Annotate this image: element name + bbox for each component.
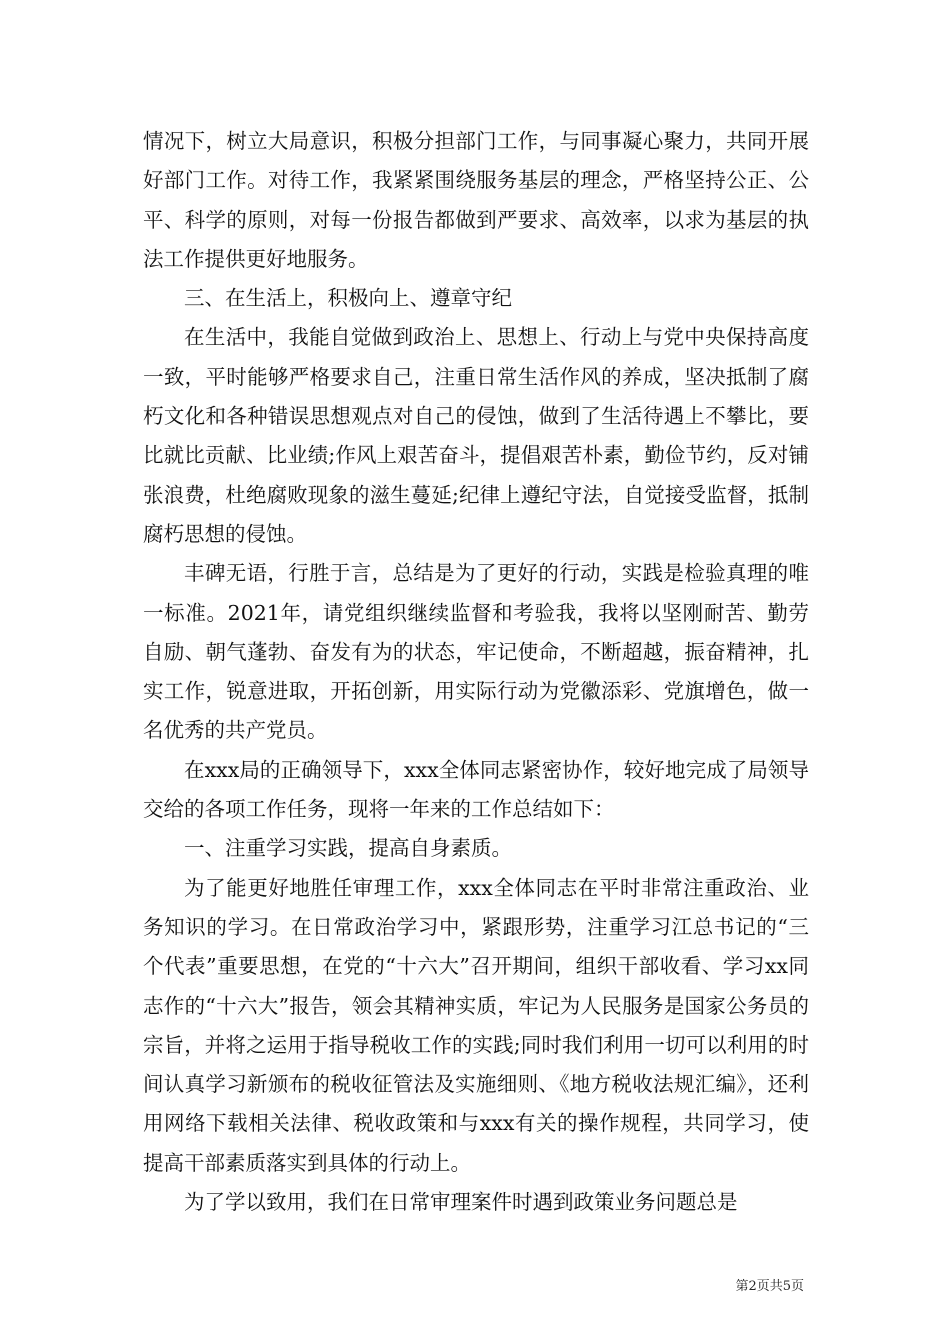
- section-heading-1: 一、注重学习实践，提高自身素质。: [184, 836, 512, 861]
- document-body: [143, 122, 809, 1222]
- paragraph-5: 在xxx局的正确领导下，xxx全体同志紧密协作，较好地完成了局领导交给的各项工作任务，现将一年来的工作总结如下：: [143, 757, 809, 822]
- section-heading-3: 三、在生活上，积极向上、遵章守纪: [184, 286, 512, 311]
- paragraph-3: 在生活中，我能自觉做到政治上、思想上、行动上与党中央保持高度一致，平时能够严格要求自己，注重日常生活作风的养成，坚决抵制了腐朽文化和各种错误思想观点对自己的侵蚀，做到了生活待遇上不攀比，要比就比贡献、比业绩;作风上艰苦奋斗，提倡艰苦朴素，勤俭节约，反对铺张浪费，杜绝腐败现象的滋生蔓延;纪律上遵纪守法，自觉接受监督，抵制腐朽思想的侵蚀。: [143, 325, 809, 546]
- paragraph-4: 丰碑无语，行胜于言，总结是为了更好的行动，实践是检验真理的唯一标准。2021年，请党组织继续监督和考验我，我将以坚刚耐苦、勤劳自励、朝气蓬勃、奋发有为的状态，牢记使命，不断超越，振奋精神，扎实工作，锐意进取，开拓创新，用实际行动为党徽添彩、党旗增色，做一名优秀的共产党员。: [143, 561, 809, 743]
- page-number: 第2页共5页: [735, 1279, 804, 1294]
- paragraph-1: 情况下，树立大局意识，积极分担部门工作，与同事凝心聚力，共同开展好部门工作。对待工作，我紧紧围绕服务基层的理念，严格坚持公正、公平、科学的原则，对每一份报告都做到严要求、高效率，以求为基层的执法工作提供更好地服务。: [143, 129, 809, 271]
- paragraph-8: 为了学以致用，我们在日常审理案件时遇到政策业务问题总是: [184, 1190, 738, 1215]
- paragraph-7: 为了能更好地胜任审理工作，xxx全体同志在平时非常注重政治、业务知识的学习。在日常政治学习中，紧跟形势，注重学习江总书记的“三个代表”重要思想，在党的“十六大”召开期间，组织干部收看、学习xx同志作的“十六大”报告，领会其精神实质，牢记为人民服务是国家公务员的宗旨，并将之运用于指导税收工作的实践;同时我们利用一切可以利用的时间认真学习新颁布的税收征管法及实施细则、《地方税收法规汇编》，还利用网络下载相关法律、税收政策和与xxx有关的操作规程，共同学习，使提高干部素质落实到具体的行动上。: [143, 875, 809, 1175]
